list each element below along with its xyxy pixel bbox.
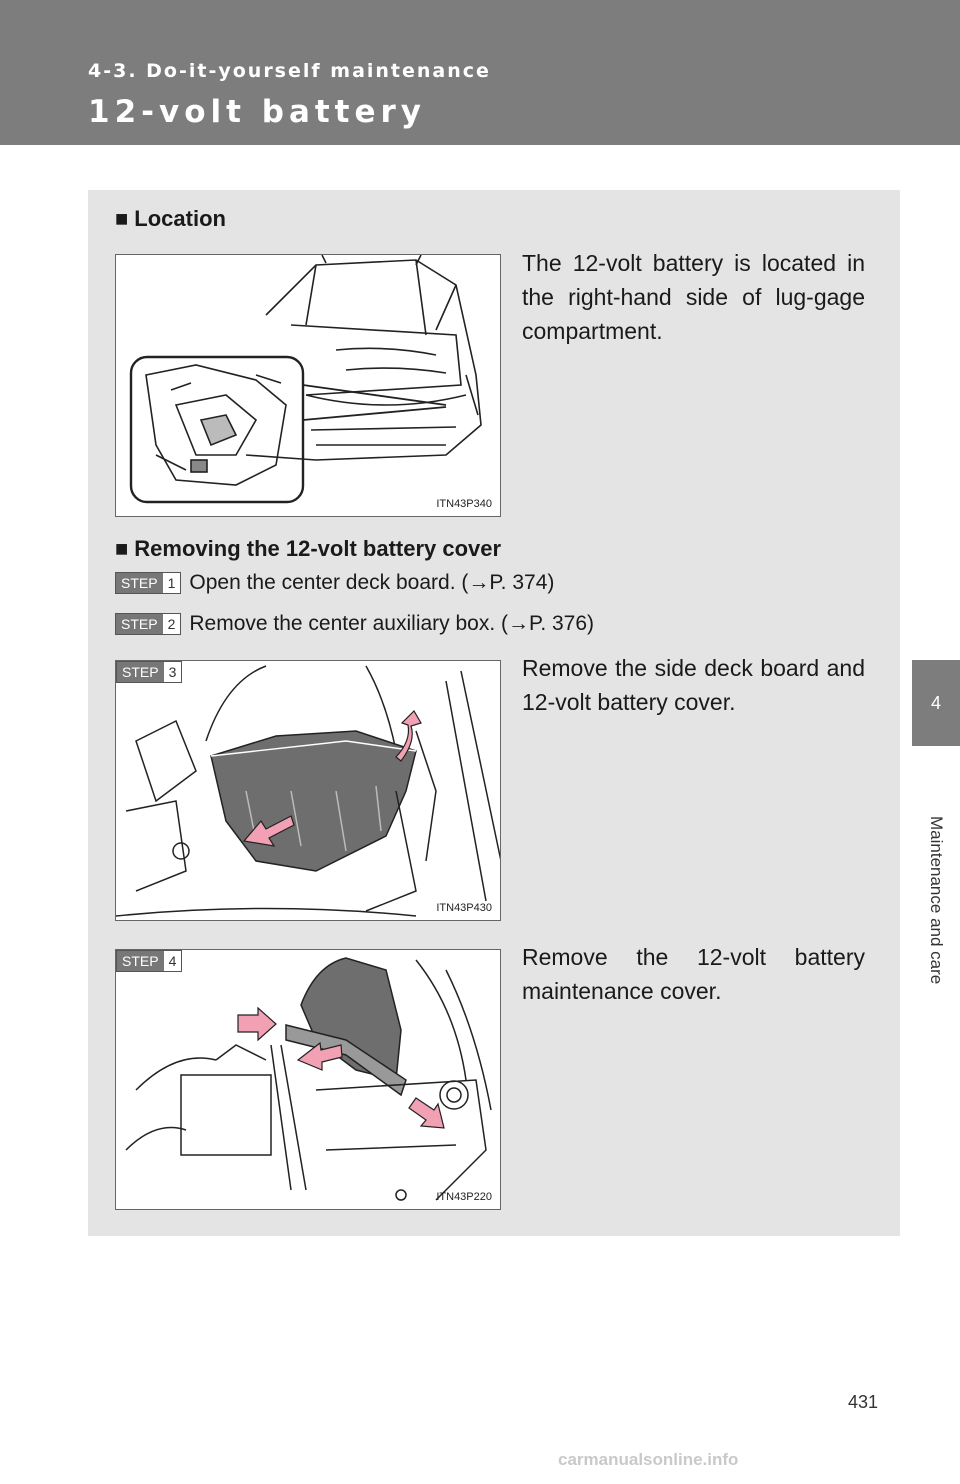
step-badge: STEP 2	[115, 613, 181, 635]
figure-step-badge: STEP 4	[116, 950, 190, 972]
step-4-text: Remove the 12-volt battery maintenance cover.	[522, 944, 865, 1004]
step-text: Open the center deck board. (→P. 374)	[189, 571, 555, 594]
car-rear-illustration	[116, 255, 501, 517]
watermark: carmanualsonline.info	[558, 1450, 739, 1469]
page-title: 12-volt battery	[88, 94, 427, 130]
step-badge: STEP 1	[115, 572, 181, 594]
step-2	[115, 613, 594, 635]
figure-step-badge: STEP 3	[116, 661, 190, 683]
deck-board-illustration	[116, 661, 501, 921]
chapter-label-text: Maintenance and care	[927, 815, 946, 985]
location-text: The 12-volt battery is located in the right-hand side of lug-gage compartment.	[522, 250, 865, 344]
step-1	[115, 572, 554, 594]
location-heading-text: Location	[134, 206, 226, 231]
figure-code: ITN43P430	[436, 902, 492, 914]
removing-heading	[115, 536, 501, 562]
step-4-figure	[115, 949, 501, 1210]
removing-heading-text: Removing the 12-volt battery cover	[134, 536, 502, 561]
heading-marker: ■	[115, 206, 129, 231]
battery-cover-illustration	[116, 950, 501, 1210]
location-heading	[115, 206, 226, 232]
heading-marker: ■	[115, 536, 129, 561]
step-text: Remove the center auxiliary box. (→P. 376)	[189, 612, 595, 635]
figure-code: ITN43P340	[436, 498, 492, 510]
location-figure	[115, 254, 501, 517]
chapter-tab[interactable]: 4	[912, 660, 960, 746]
page-number: 431	[848, 1392, 879, 1412]
page-header	[0, 0, 960, 145]
chapter-label	[912, 760, 960, 1040]
step-3-text: Remove the side deck board and 12-volt battery cover.	[522, 655, 865, 715]
step-3-figure	[115, 660, 501, 921]
section-title: 4-3. Do-it-yourself maintenance	[88, 60, 491, 82]
figure-code: ITN43P220	[436, 1191, 492, 1203]
